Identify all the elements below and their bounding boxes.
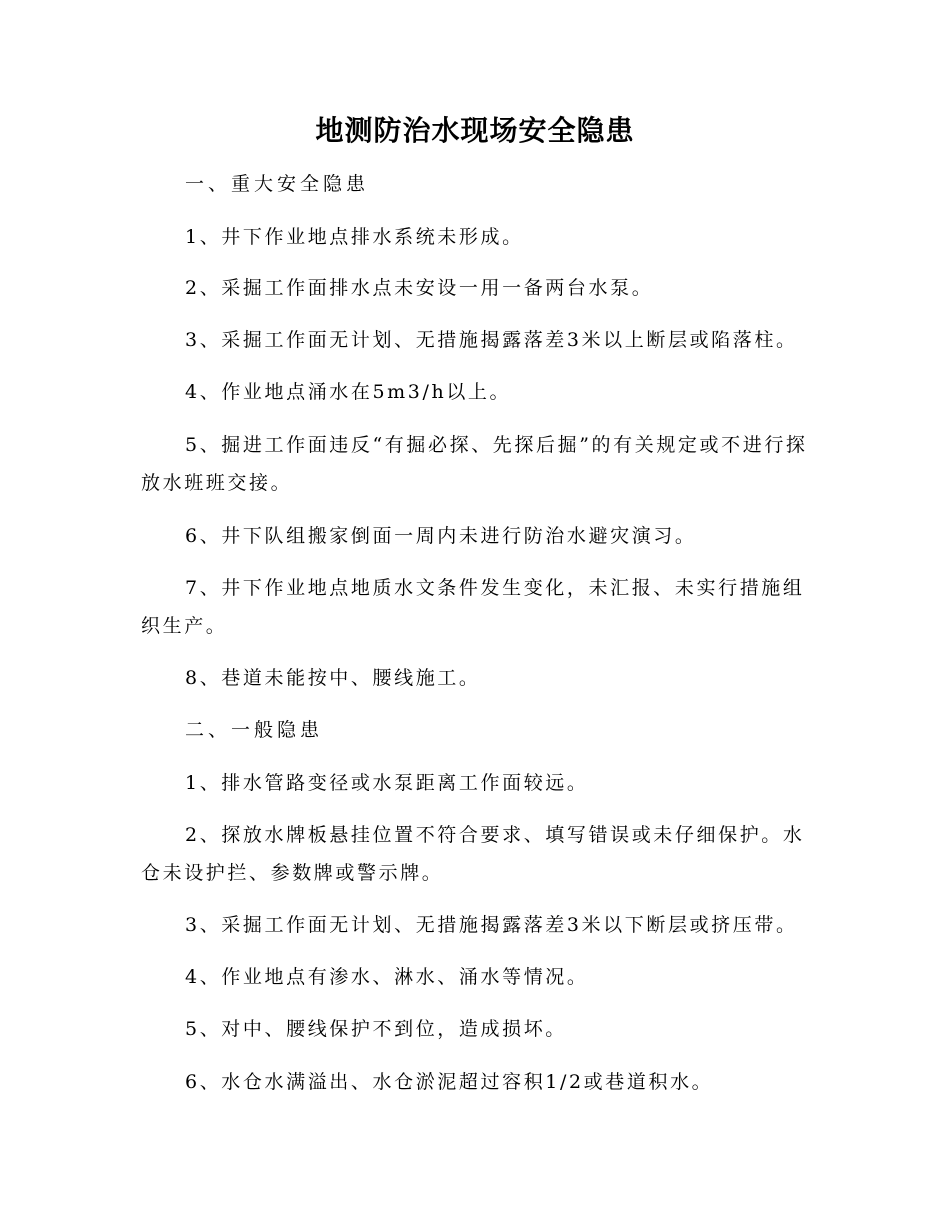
general-hazard-item-6: 6、水仓水满溢出、水仓淤泥超过容积1/2或巷道积水。 <box>185 1071 714 1093</box>
major-hazard-item-1: 1、井下作业地点排水系统未形成。 <box>185 226 524 248</box>
major-hazard-item-5: 5、掘进工作面违反“有掘必探、先探后掘”的有关规定或不进行探放水班班交接。 <box>141 434 808 494</box>
major-hazard-item-6: 6、井下队组搬家倒面一周内未进行防治水避灾演习。 <box>185 525 697 547</box>
general-hazard-item-1: 1、排水管路变径或水泵距离工作面较远。 <box>185 772 589 794</box>
major-hazard-item-7: 7、井下作业地点地质水文条件发生变化，未汇报、未实行措施组织生产。 <box>141 577 805 637</box>
general-hazard-item-2: 2、探放水牌板悬挂位置不符合要求、填写错误或未仔细保护。水仓未设护拦、参数牌或警示牌。 <box>141 824 805 884</box>
general-hazard-item-5: 5、对中、腰线保护不到位，造成损坏。 <box>185 1018 567 1040</box>
section-heading-general-hazards: 二、一般隐患 <box>185 719 324 741</box>
major-hazard-item-2: 2、采掘工作面排水点未安设一用一备两台水泵。 <box>185 277 654 299</box>
general-hazard-item-3: 3、采掘工作面无计划、无措施揭露落差3米以下断层或挤压带。 <box>185 914 798 936</box>
section-heading-major-hazards: 一、重大安全隐患 <box>185 173 370 195</box>
document-title: 地测防治水现场安全隐患 <box>315 114 635 147</box>
major-hazard-item-4: 4、作业地点涌水在5m3/h以上。 <box>185 381 512 403</box>
major-hazard-item-3: 3、采掘工作面无计划、无措施揭露落差3米以上断层或陷落柱。 <box>185 329 798 351</box>
major-hazard-item-8: 8、巷道未能按中、腰线施工。 <box>185 667 481 689</box>
general-hazard-item-4: 4、作业地点有渗水、淋水、涌水等情况。 <box>185 966 589 988</box>
